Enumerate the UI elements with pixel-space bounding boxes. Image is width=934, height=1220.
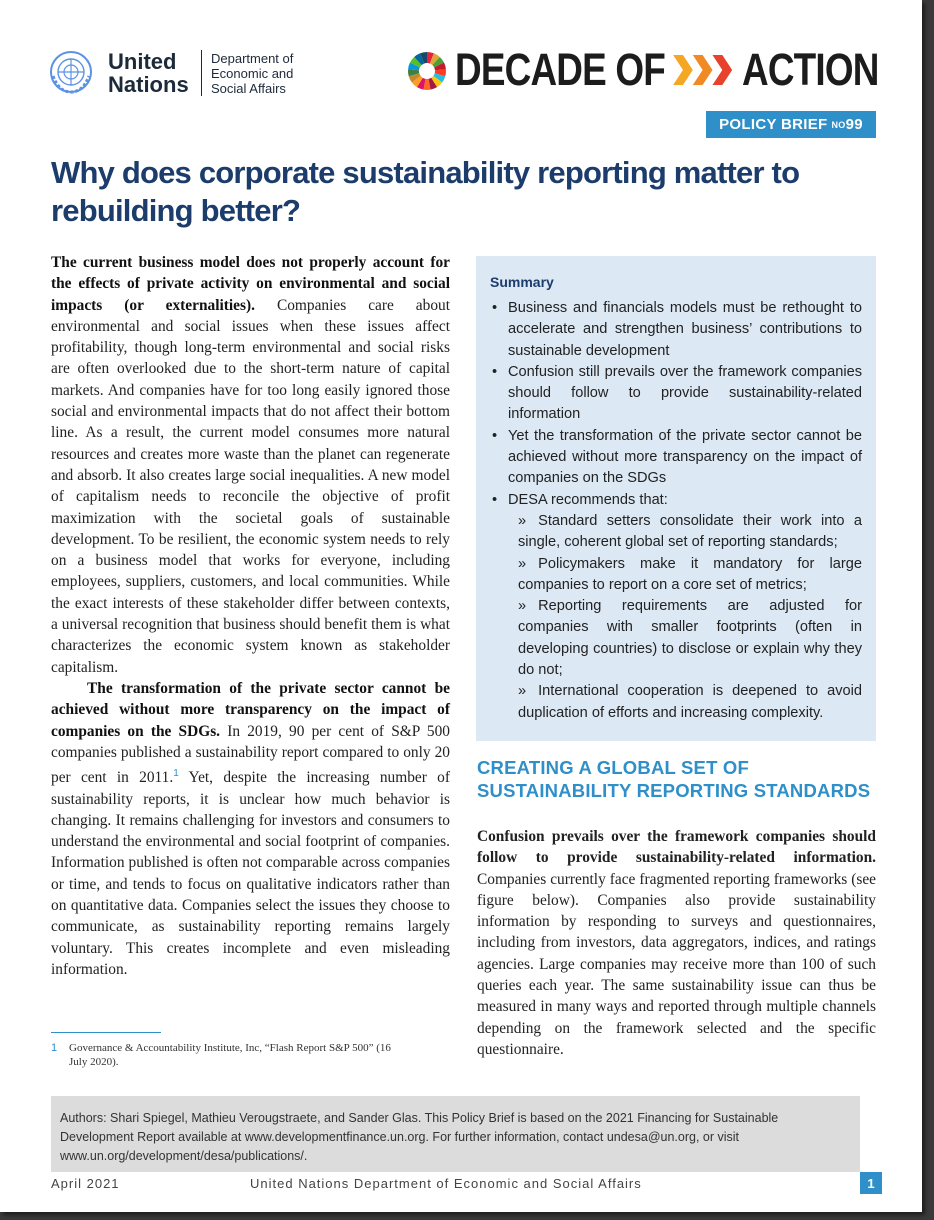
un-wordmark [108, 50, 189, 96]
recommendation-item [508, 554, 862, 597]
page-number: 1 [860, 1172, 882, 1194]
paragraph-2 [51, 678, 450, 980]
header-divider [201, 50, 202, 96]
paragraph-1-lead: The current business model does not properly account for the effects of private activity on environmental and social impacts (or externalities). [51, 254, 450, 314]
footnote [51, 1041, 450, 1069]
footnote-text: Governance & Accountability Institute, Inc, “Flash Report S&P 500” (16 July 2020). [69, 1042, 391, 1068]
recommendation-text: International cooperation is deepened to avoid duplication of efforts and increasing complexity. [518, 683, 862, 721]
chevrons-icon [671, 53, 735, 87]
footnote-rule [51, 1032, 161, 1033]
paragraph-1 [51, 252, 450, 678]
arrow-icon: » [518, 683, 527, 700]
summary-list [490, 298, 862, 724]
summary-item-text: Business and financials models must be rethought to accelerate and strengthen business’ contributions to sustainable development [508, 300, 862, 359]
summary-item-text: Yet the transformation of the private sector cannot be achieved without more transparency on the impact of companies on the SDGs [508, 427, 862, 487]
un-name-line1: United [108, 49, 177, 74]
recommendation-item [508, 511, 862, 554]
policy-brief-number: 99 [845, 116, 863, 133]
summary-heading: Summary [490, 274, 554, 290]
dept-line2: Economic and [211, 66, 294, 81]
summary-item [490, 362, 862, 426]
recommendation-item [508, 596, 862, 681]
footnote-ref-1[interactable]: 1 [173, 768, 179, 780]
footer-date: April 2021 [51, 1176, 120, 1191]
footnote-number: 1 [51, 1042, 58, 1054]
recommendations-list [508, 511, 862, 724]
department-name [211, 51, 293, 96]
recommendation-text: Reporting requirements are adjusted for companies with smaller footprints (often in developing countries) to disclose or explain why they do not; [518, 598, 862, 679]
bullet-icon: • [492, 491, 498, 508]
action-text: ACTION [742, 44, 879, 95]
summary-item [490, 426, 862, 490]
paragraph-2-lead: The transformation of the private sector cannot be achieved without more transparency on the impact of companies on the SDGs. [51, 679, 450, 740]
section-paragraph [477, 826, 876, 1060]
bullet-icon: • [492, 427, 498, 444]
decade-of-text: DECADE OF [455, 44, 665, 95]
dept-line3: Social Affairs [211, 81, 286, 96]
recommendation-text: Standard setters consolidate their work into a single, coherent global set of reporting standards; [518, 512, 862, 551]
authors-box [51, 1096, 860, 1172]
sdg-wheel-icon [407, 51, 447, 91]
section-paragraph-lead: Confusion prevails over the framework companies should follow to provide sustainability-related information. [477, 828, 876, 867]
paragraph-1-body: Companies care about environmental and social issues when these issues affect profitability, though long-term environmental and social risks are often overlooked due to the short-term nature of capital markets. And companies have for too long easily ignored those social and environmental impacts that do not affect their bottom line. As a result, the current model consumes more natural resources and creates more waste than the planet can regenerate and absorb. It also creates large social inequalities. A new model of capitalism needs to reconcile the objective of profit maximization with the societal goals of sustainable development. To be resilient, the economic system needs to rely on a business model that works for everyone, including employees, suppliers, customers, and local communities. While the exact interests of these stakeholder differ between contexts, a universal recognition that business should benefit them is what characterizes the economic system known as stakeholder capitalism. [51, 296, 450, 676]
section-paragraph-body: Companies currently face fragmented reporting frameworks (see figure below). Companies also provide sustainability information by responding to surveys and questionnaires, including from investors, data aggregators, indices, and ratings agencies. Large companies may receive more than 100 of such queries each year. The same sustainability issue can thus be measured in many ways and reported through multiple channels depending on the framework selected and the specific questionnaire. [477, 870, 876, 1058]
paragraph-2-body-b: Yet, despite the increasing number of sustainability reports, it is unclear how much behavior is changing. It remains challenging for investors and consumers to understand the environmental and social footprint of companies. Information published is often not comparable across companies or time, and tends to focus on qualitative indicators rather than on quantitative data. Companies select the issues they choose to communicate, as sustainability reporting remains largely voluntary. This creates incomplete and even misleading information. [51, 769, 450, 978]
arrow-icon: » [518, 512, 527, 529]
policy-brief-no: NO [831, 119, 846, 130]
summary-item [490, 298, 862, 362]
bullet-icon: • [492, 300, 498, 316]
page-title: Why does corporate sustainability reporting matter to rebuilding better? [51, 155, 800, 228]
right-column [477, 826, 876, 1060]
dept-line1: Department of [211, 51, 294, 66]
summary-box [476, 256, 876, 741]
recommendation-text: Policymakers make it mandatory for large companies to report on a core set of metrics; [518, 555, 862, 593]
recommendation-item [508, 681, 862, 724]
paragraph-2-body-a: In 2019, 90 per cent of S&P 500 companies published a sustainability report compared to only 20 per cent in 2011. [51, 722, 450, 787]
bullet-icon: • [492, 363, 498, 380]
section-heading: CREATING A GLOBAL SET OF SUSTAINABILITY REPORTING STANDARDS [477, 757, 871, 801]
decade-of-action-logo [455, 46, 879, 94]
policy-brief-badge [706, 111, 876, 138]
authors-text: Authors: Shari Spiegel, Mathieu Verougstraete, and Sander Glas. This Policy Brief is based on the 2021 Financing for Sustainable Development Report available at www.developmentfinance.un.org. For further information, contact undesa@un.org, or visit www.un.org/development/desa/publications/. [60, 1111, 779, 1163]
arrow-icon: » [518, 555, 527, 572]
summary-item-text: DESA recommends that: [508, 491, 668, 508]
un-name-line2: Nations [108, 72, 189, 97]
summary-item [490, 490, 862, 724]
summary-item-text: Confusion still prevails over the framework companies should follow to provide sustainability-related information [508, 363, 862, 423]
footer-organization: United Nations Department of Economic and Social Affairs [250, 1176, 642, 1191]
un-emblem-icon [49, 50, 93, 94]
left-column [51, 252, 450, 980]
arrow-icon: » [518, 598, 527, 615]
policy-brief-label: POLICY BRIEF [719, 116, 828, 133]
